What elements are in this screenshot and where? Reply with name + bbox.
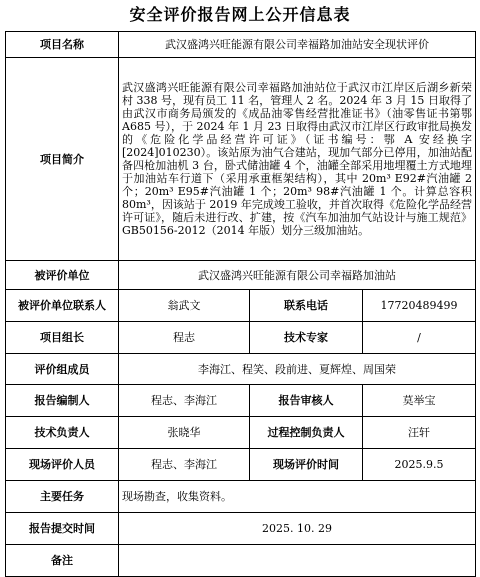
team-members-label: 评价组成员 (6, 354, 119, 385)
row-tech-process (6, 417, 476, 449)
row-author-reviewer (6, 385, 476, 417)
contact-phone-label: 联系电话 (250, 290, 363, 322)
process-control-label: 过程控制负责人 (250, 417, 363, 449)
contact-phone-value: 17720489499 (363, 290, 476, 322)
team-members-value: 李海江、程笑、段前进、夏辉煌、周国荣 (119, 354, 476, 385)
remarks-label: 备注 (6, 545, 119, 577)
team-leader-value: 程志 (119, 322, 250, 354)
project-summary-label: 项目简介 (6, 58, 119, 261)
row-main-tasks (6, 481, 476, 513)
submit-time-label: 报告提交时间 (6, 513, 119, 545)
tech-lead-value: 张晓华 (119, 417, 250, 449)
tech-expert-value: / (363, 322, 476, 354)
main-tasks-value: 现场勘查，收集资料。 (119, 481, 476, 513)
contact-person-label: 被评价单位联系人 (6, 290, 119, 322)
row-submit-time (6, 513, 476, 545)
evaluated-unit-label: 被评价单位 (6, 261, 119, 290)
row-evaluated-unit (6, 261, 476, 290)
row-remarks (6, 545, 476, 577)
row-project-summary (6, 58, 476, 261)
project-name-label: 项目名称 (6, 32, 119, 58)
row-project-name (6, 32, 476, 58)
remarks-value (119, 545, 476, 577)
row-field (6, 449, 476, 481)
process-control-value: 汪轩 (363, 417, 476, 449)
report-reviewer-value: 莫举宝 (363, 385, 476, 417)
evaluated-unit-value: 武汉盛鸿兴旺能源有限公司幸福路加油站 (119, 261, 476, 290)
row-team-members (6, 354, 476, 385)
tech-expert-label: 技术专家 (250, 322, 363, 354)
page-title: 安全评价报告网上公开信息表 (129, 5, 351, 24)
project-name-value: 武汉盛鸿兴旺能源有限公司幸福路加油站安全现状评价 (119, 32, 476, 58)
field-time-label: 现场评价时间 (250, 449, 363, 481)
info-table (5, 31, 476, 577)
report-reviewer-label: 报告审核人 (250, 385, 363, 417)
tech-lead-label: 技术负责人 (6, 417, 119, 449)
row-leader-expert (6, 322, 476, 354)
field-staff-value: 程志、李海江 (119, 449, 250, 481)
main-tasks-label: 主要任务 (6, 481, 119, 513)
field-staff-label: 现场评价人员 (6, 449, 119, 481)
project-summary-value: 武汉盛鸿兴旺能源有限公司幸福路加油站位于武汉市江岸区后湖乡新荣村 338 号，现有员工 11 名，管理人 2 名。2024 年 3 月 15 日取得了由武汉市商务局颁发的《成品油零售经营批准证书》（油零售证书第鄂 A685 号），于 2024 年 1 月 23 日取得由武汉市江岸区行政审批局换发的《危险化学品经营许可证》（证书编号：鄂 A 安经换字[2024]010230）。该站原为油气合建站，现加气部分已停用，加油站配备四枪加油机 3 台，卧式储油罐 4 个，油罐全部采用地埋覆土方式地埋于加油站车行道下（采用承重框架结构），其中 20m³ E92#汽油罐 2 个；20m³ E95#汽油罐 1 个；20m³ 98#汽油罐 1 个。计算总容积 80m³，因该站于 2019 年完成竣工验收，并首次取得《危险化学品经营许可证》，随后未进行改、扩建，按《汽车加油加气站设计与施工规范》GB50156-2012（2014 年版）划分三级加油站。 (119, 58, 476, 261)
team-leader-label: 项目组长 (6, 322, 119, 354)
submit-time-value: 2025. 10. 29 (119, 513, 476, 545)
report-author-value: 程志、李海江 (119, 385, 250, 417)
field-time-value: 2025.9.5 (363, 449, 476, 481)
row-contact (6, 290, 476, 322)
report-author-label: 报告编制人 (6, 385, 119, 417)
contact-person-value: 翁武文 (119, 290, 250, 322)
